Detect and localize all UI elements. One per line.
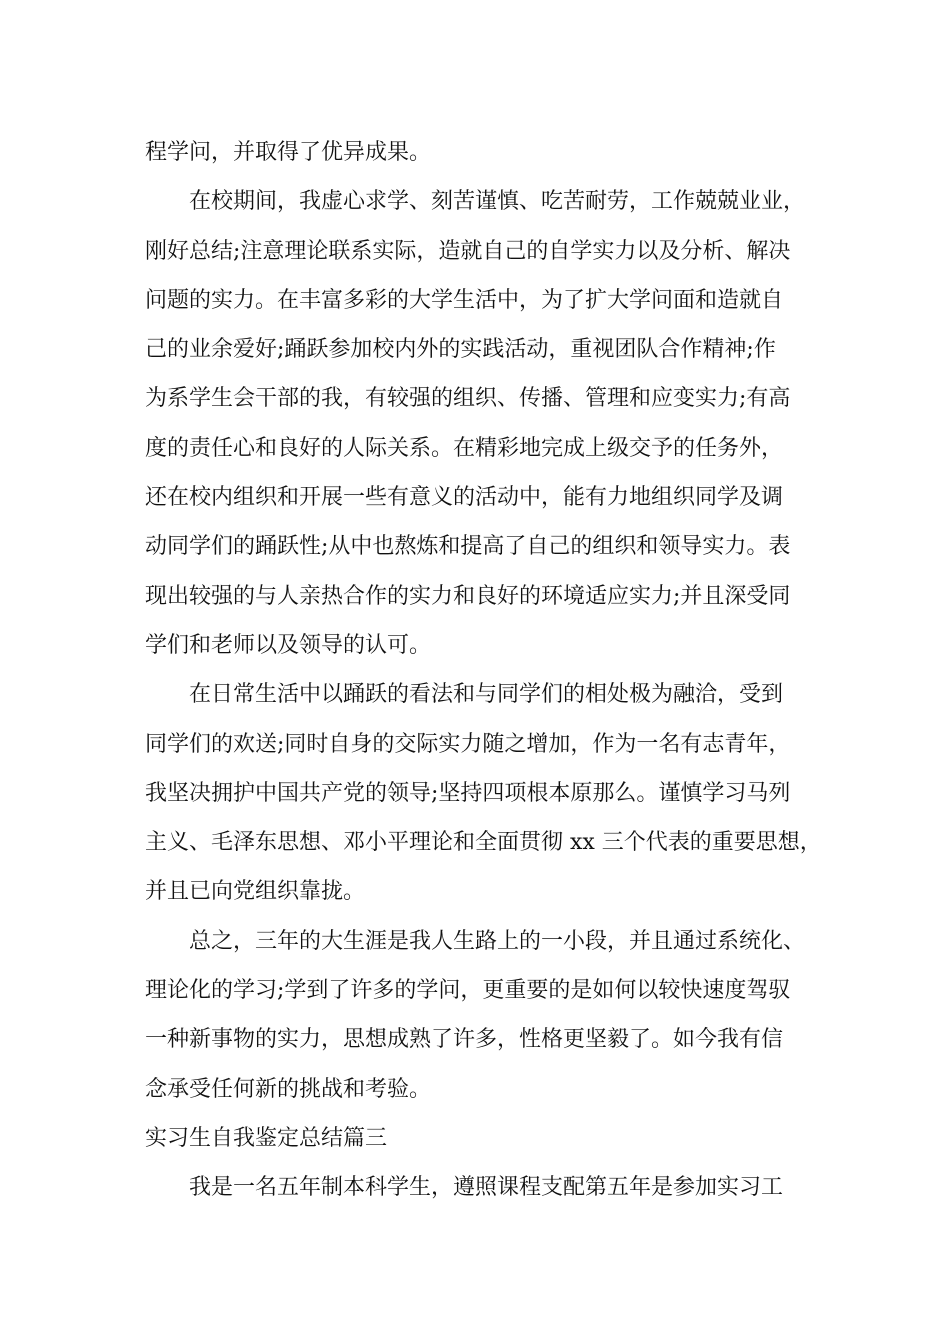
paragraph-start-line: 在校期间，我虚心求学、刻苦谨慎、吃苦耐劳，工作兢兢业业， [189,189,806,215]
text-line: 一种新事物的实力，思想成熟了许多，性格更坚毅了。如今我有信 [145,1027,784,1053]
section-heading: 实习生自我鉴定总结篇三 [145,1125,388,1151]
text-line: 刚好总结;注意理论联系实际，造就自己的自学实力以及分析、解决 [145,238,791,264]
text-line: 理论化的学习;学到了许多的学问，更重要的是如何以较快速度驾驭 [145,978,791,1004]
text-line: 并且已向党组织靠拢。 [145,879,366,905]
paragraph-start-line: 总之，三年的大生涯是我人生路上的一小段，并且通过系统化、 [189,928,806,954]
text-line: 为系学生会干部的我，有较强的组织、传播、管理和应变实力;有高 [145,386,791,412]
text-line: 学们和老师以及领导的认可。 [145,632,432,658]
text-line: 动同学们的踊跃性;从中也熬炼和提高了自己的组织和领导实力。表 [145,534,791,560]
text-line: 问题的实力。在丰富多彩的大学生活中，为了扩大学问面和造就自 [145,287,784,313]
text-line: 念承受任何新的挑战和考验。 [145,1076,432,1102]
text-line: 己的业余爱好;踊跃参加校内外的实践活动，重视团队合作精神;作 [145,337,776,363]
paragraph-start-line: 我是一名五年制本科学生，遵照课程支配第五年是参加实习工 [189,1175,784,1201]
paragraph-start-line: 在日常生活中以踊跃的看法和与同学们的相处极为融洽，受到 [189,682,784,708]
text-line: 现出较强的与人亲热合作的实力和良好的环境适应实力;并且深受同 [145,583,791,609]
text-line: 还在校内组织和开展一些有意义的活动中，能有力地组织同学及调 [145,485,784,511]
text-line: 主义、毛泽东思想、邓小平理论和全面贯彻 xx 三个代表的重要思想， [145,830,822,856]
document-body [145,128,845,1213]
text-line: 度的责任心和良好的人际关系。在精彩地完成上级交予的任务外， [145,435,784,461]
text-line: 程学问，并取得了优异成果。 [145,140,432,165]
text-line: 同学们的欢送;同时自身的交际实力随之增加，作为一名有志青年， [145,731,791,757]
text-line: 我坚决拥护中国共产党的领导;坚持四项根本原那么。谨慎学习马列 [145,780,791,806]
